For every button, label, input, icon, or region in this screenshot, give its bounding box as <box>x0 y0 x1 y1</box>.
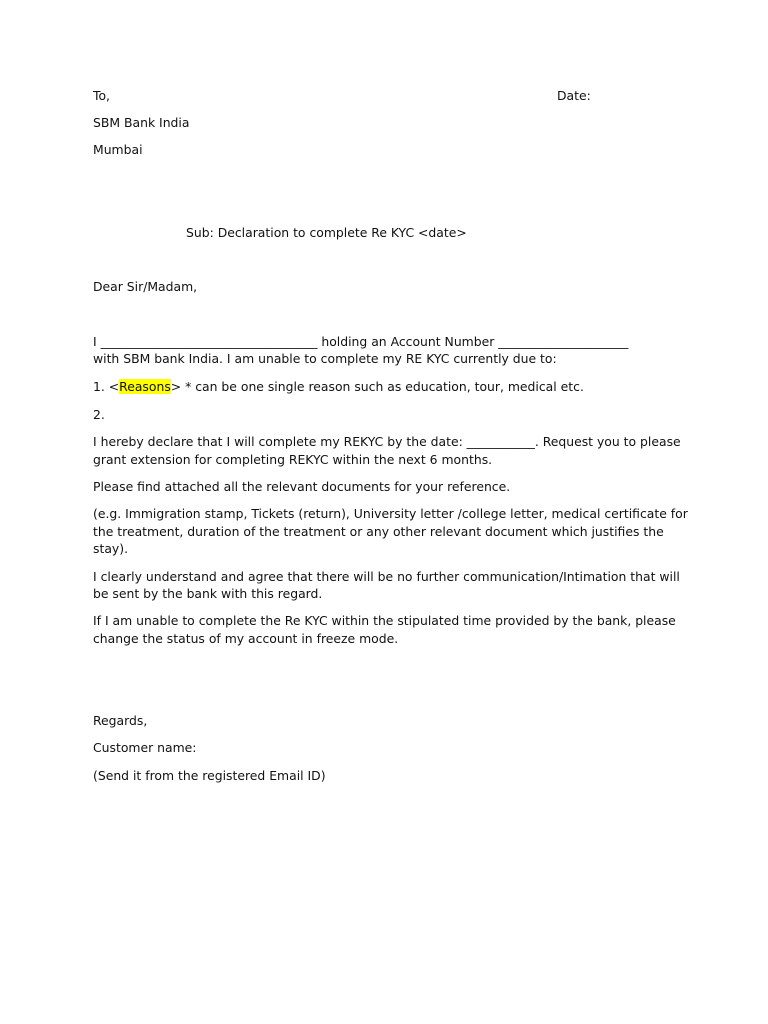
salutation: Dear Sir/Madam, <box>93 279 198 294</box>
reason-2: 2. <box>93 407 105 422</box>
examples-line-1: (e.g. Immigration stamp, Tickets (return), University letter /college letter, medical certificate for <box>93 506 688 521</box>
declaration-line-2: grant extension for completing REKYC within the next 6 months. <box>93 452 493 467</box>
freeze-line-2: change the status of my account in freeze mode. <box>93 631 399 646</box>
examples-line-2: the treatment, duration of the treatment or any other relevant document which justifies the <box>93 524 664 539</box>
regards: Regards, <box>93 713 148 728</box>
declaration-line-1: I hereby declare that I will complete my REKYC by the date: ___________. Request you to please <box>93 434 681 449</box>
subject-line: Sub: Declaration to complete Re KYC <date> <box>186 225 467 240</box>
bank-name: SBM Bank India <box>93 115 190 130</box>
intro-line-2: with SBM bank India. I am unable to complete my RE KYC currently due to: <box>93 351 557 366</box>
reason-1-highlight: Reasons <box>119 379 171 394</box>
to-label: To, <box>93 88 110 103</box>
reason-1 <box>93 378 584 396</box>
attachments-line: Please find attached all the relevant documents for your reference. <box>93 479 511 494</box>
understand-line-2: be sent by the bank with this regard. <box>93 586 323 601</box>
customer-name-label: Customer name: <box>93 740 197 755</box>
date-label: Date: <box>557 88 591 103</box>
email-note: (Send it from the registered Email ID) <box>93 768 326 783</box>
examples-line-3: stay). <box>93 541 129 556</box>
reason-1-prefix: 1. < <box>93 379 120 394</box>
freeze-line-1: If I am unable to complete the Re KYC within the stipulated time provided by the bank, please <box>93 613 676 628</box>
intro-line-1: I ___________________________________ holding an Account Number _____________________ <box>93 334 629 349</box>
reason-1-suffix: > * can be one single reason such as education, tour, medical etc. <box>170 379 584 394</box>
city: Mumbai <box>93 142 143 157</box>
understand-line-1: I clearly understand and agree that there will be no further communication/Intimation that will <box>93 569 680 584</box>
